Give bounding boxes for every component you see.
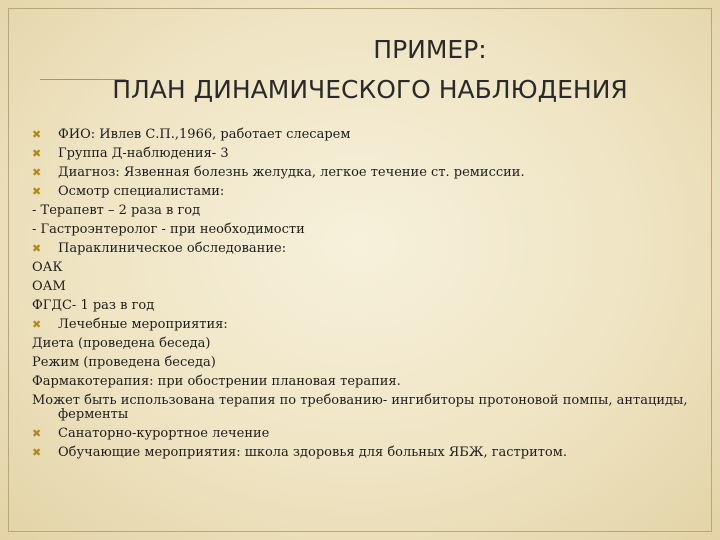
- text-line: Может быть использована терапия по требованию- ингибиторы протоновой помпы, антациды,: [32, 393, 688, 408]
- x-mark-icon: ✖: [32, 147, 42, 160]
- x-mark-icon: ✖: [32, 166, 42, 179]
- text-line: ОАМ: [32, 279, 66, 294]
- list-item: ✖ Лечебные мероприятия:: [32, 317, 228, 332]
- text-line: - Гастроэнтеролог - при необходимости: [32, 222, 305, 237]
- text-line: Фармакотерапия: при обострении плановая терапия.: [32, 374, 401, 389]
- list-item: ✖ Группа Д-наблюдения- 3: [32, 146, 229, 161]
- title-line-1: ПРИМЕР:: [373, 35, 487, 64]
- text-line: - Терапевт – 2 раза в год: [32, 203, 201, 218]
- list-item: ✖ Санаторно-курортное лечение: [32, 426, 270, 441]
- list-item: ✖ Диагноз: Язвенная болезнь желудка, легкое течение ст. ремиссии.: [32, 165, 525, 180]
- x-mark-icon: ✖: [32, 242, 42, 255]
- x-mark-icon: ✖: [32, 427, 42, 440]
- list-item: ✖ Обучающие мероприятия: школа здоровья для больных ЯБЖ, гастритом.: [32, 445, 567, 460]
- slide-content: [32, 125, 692, 462]
- list-item: ✖ ФИО: Ивлев С.П.,1966, работает слесарем: [32, 127, 351, 142]
- text-line: Диета (проведена беседа): [32, 336, 211, 351]
- text-line: ОАК: [32, 260, 63, 275]
- list-item: ✖ Осмотр специалистами:: [32, 184, 225, 199]
- text-line: Режим (проведена беседа): [32, 355, 216, 370]
- x-mark-icon: ✖: [32, 446, 42, 459]
- title-line-2: ПЛАН ДИНАМИЧЕСКОГО НАБЛЮДЕНИЯ: [112, 75, 628, 104]
- x-mark-icon: ✖: [32, 185, 42, 198]
- text-line: ФГДС- 1 раз в год: [32, 298, 155, 313]
- text-line-continuation: ферменты: [58, 407, 129, 422]
- x-mark-icon: ✖: [32, 318, 42, 331]
- x-mark-icon: ✖: [32, 128, 42, 141]
- slide-title: [60, 30, 680, 110]
- list-item: ✖ Параклиническое обследование:: [32, 241, 287, 256]
